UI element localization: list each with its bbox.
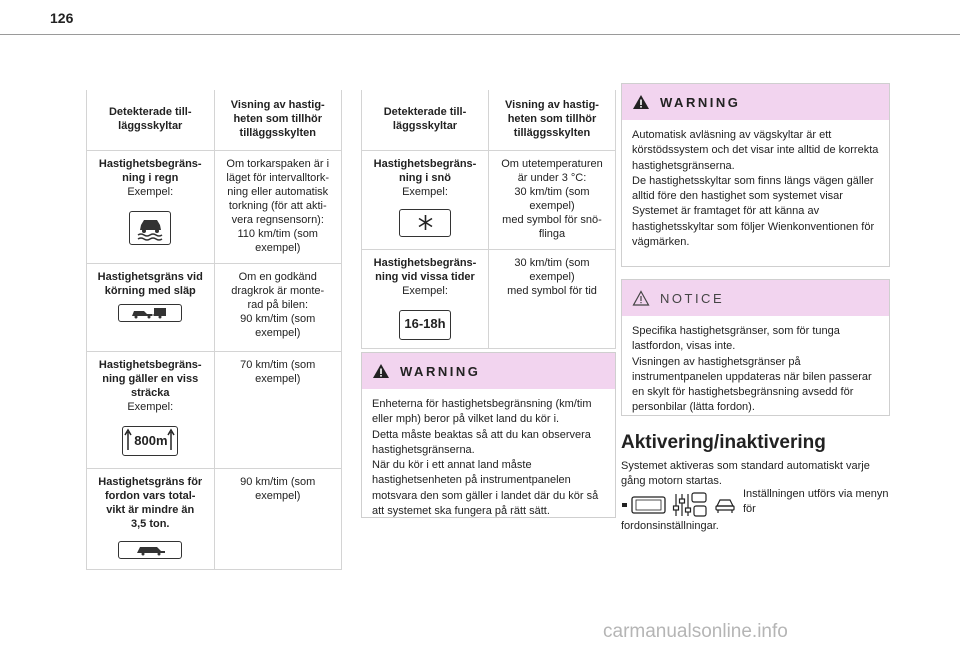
light-vehicle-icon: [118, 541, 182, 559]
sign-label: Hastighetsbegräns- ning i snö: [373, 158, 477, 184]
table-row: [362, 151, 616, 250]
car-in-rain-icon: [129, 211, 171, 245]
notice-header: [622, 280, 889, 316]
section-title: Aktivering/inaktivering: [621, 432, 826, 453]
sign-label: Hastighetsgräns för fordon vars total- vikt är mindre än 3,5 ton.: [98, 476, 203, 530]
header-detected-signs: Detekterade till- läggsskyltar: [362, 90, 489, 151]
example-label: Exempel:: [127, 401, 174, 413]
warning-header: [362, 353, 615, 389]
sign-label: Hastighetsbegräns- ning vid vissa tider: [373, 257, 477, 283]
page-number: 126: [50, 10, 74, 26]
sign-label: Hastighetsgräns vid körning med släp: [97, 271, 203, 297]
speed-display-text: Om torkarspaken är i läget för intervalltork- ning eller automatisk torkning (för att akti- vera regnsensorn): 110 km/tim (som exempel): [214, 151, 342, 264]
speed-display-text: Om utetemperaturen är under 3 °C: 30 km/tim (som exempel) med symbol för snö- flinga: [489, 151, 616, 250]
distance-800m-icon: [122, 426, 178, 456]
distance-text: 800m: [134, 433, 168, 448]
warning-box-right: [621, 83, 890, 267]
speed-display-text: Om en godkänd dragkrok är monte- rad på bilen: 90 km/tim (som exempel): [214, 264, 342, 352]
warning-text: Automatisk avläsning av vägskyltar är ett körstödssystem och det visar inte alltid de korrekta hastighetsgränserna. De hastighetsskyltar som finns längs vägen gäller alltid före den hastighet som systemet visar Systemet är framtaget för att känna av hastighetsskyltar som följer Wienkonventionen för vägmärken.: [632, 129, 879, 249]
warning-title: WARNING: [400, 363, 481, 379]
sign-table-right: [361, 90, 616, 349]
table-row: [87, 469, 342, 570]
car-icon: [714, 496, 736, 514]
car-with-trailer-icon: [118, 304, 182, 322]
speed-display-text: 90 km/tim (som exempel): [214, 469, 342, 570]
notice-title: NOTICE: [660, 290, 725, 306]
speed-display-text: 70 km/tim (som exempel): [214, 352, 342, 469]
notice-box: [621, 279, 890, 416]
table-row: [87, 352, 342, 469]
header-speed-display: Visning av hastig- heten som tillhör tilläggsskylten: [214, 90, 342, 151]
settings-icons-row: [622, 492, 736, 518]
example-label: Exempel:: [402, 186, 448, 198]
table-row: [362, 250, 616, 349]
warning-text: Enheterna för hastighetsbegränsning (km/tim eller mph) beror på vilket land du kör i. Detta måste beaktas så att du kan observera hastighetsgränserna. När du kör i ett annat land måste hastighetsenheten på instrumentpanelen motsvara den som gäller i landet där du kör så att systemet ska fungera på rätt sätt.: [372, 398, 599, 518]
table-row: [87, 264, 342, 352]
sign-label: Hastighetsbegräns- ning i regn: [98, 158, 202, 184]
sign-label: Hastighetsbegräns- ning gäller en viss sträcka: [98, 359, 202, 399]
time-window-icon: 16-18h: [399, 310, 451, 340]
warning-triangle-icon: [632, 94, 650, 110]
settings-instruction: Inställningen utförs via menyn för: [743, 488, 889, 515]
header-detected-signs: Detekterade till- läggsskyltar: [87, 90, 215, 151]
watermark: carmanualsonline.info: [603, 621, 788, 642]
table-row: [87, 151, 342, 264]
header-rule: [0, 34, 960, 35]
warning-title: WARNING: [660, 94, 741, 110]
warning-triangle-icon: [372, 363, 390, 379]
warning-header: [622, 84, 889, 120]
settings-instruction-end: fordonsinställningar.: [621, 520, 719, 532]
warning-box-center: [361, 352, 616, 518]
example-label: Exempel:: [127, 186, 174, 198]
section-text: Systemet aktiveras som standard automatiskt varje gång motorn startas.: [621, 460, 870, 487]
sign-table-left: [86, 90, 342, 570]
screen-menu-icon: [622, 495, 666, 515]
example-label: Exempel:: [402, 285, 448, 297]
notice-triangle-icon: [632, 290, 650, 306]
speed-display-text: 30 km/tim (som exempel) med symbol för tid: [489, 250, 616, 349]
snowflake-icon: [399, 209, 451, 237]
vehicle-settings-icon: [672, 492, 708, 518]
notice-text: Specifika hastighetsgränser, som för tunga lastfordon, visas inte. Visningen av hastighetsgränser på instrumentpanelen uppdateras när bilen passerar en skylt för hastighetsbegränsning avsedd för personbilar (lätta fordon).: [632, 325, 872, 414]
header-speed-display: Visning av hastig- heten som tillhör tilläggsskylten: [489, 90, 616, 151]
